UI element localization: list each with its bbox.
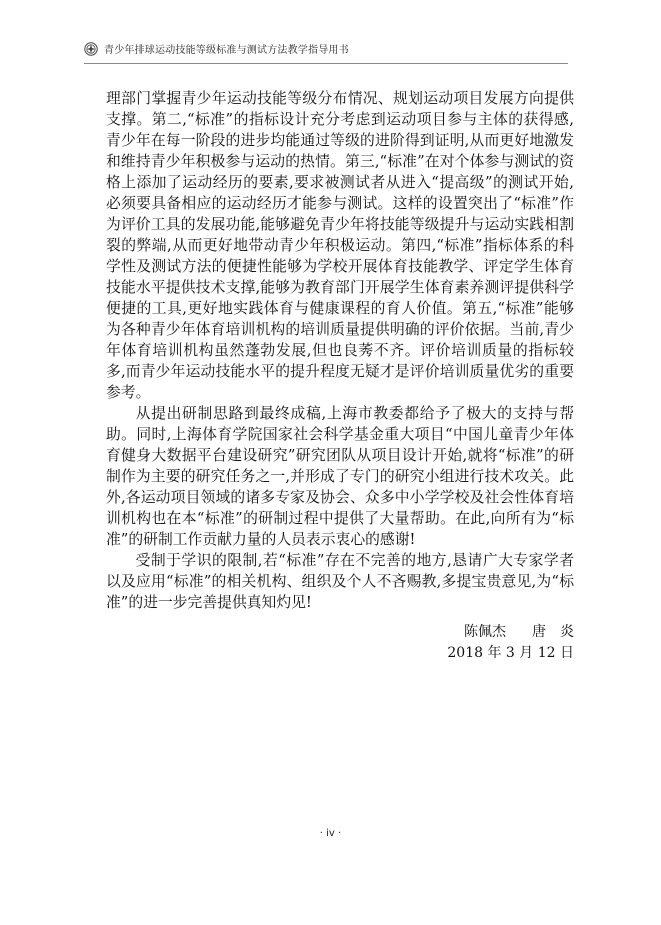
header-title: 青少年排球运动技能等级标准与测试方法教学指导用书 (104, 45, 349, 56)
emblem-icon (84, 42, 98, 56)
paragraph: 受制于学识的限制,若“标准”存在不完善的地方,恳请广大专家学者以及应用“标准”的相关机构、组织及个人不吝赐教,多提宝贵意见,为“标准”的进一步完善提供真知灼见! (106, 552, 574, 611)
signature-block (440, 622, 574, 664)
page-number: · iv · (319, 828, 342, 839)
author-name: 陈佩杰 (464, 624, 506, 640)
author-name: 唐 炎 (532, 624, 574, 640)
page-header (84, 38, 568, 64)
paragraph: 理部门掌握青少年运动技能等级分布情况、规划运动项目发展方向提供支撑。第二,“标准”的指标设计充分考虑到运动项目参与主体的获得感,青少年在每一阶段的进步均能通过等级的进阶得到证明,从而更好地激发和维持青少年积极参与运动的热情。第三,“标准”在对个体参与测试的资格上添加了运动经历的要素,要求被测试者从进入“提高级”的测试开始,必须要具备相应的运动经历才能参与测试。这样的设置突出了“标准”作为评价工具的发展功能,能够避免青少年将技能等级提升与运动实践相割裂的弊端,从而更好地带动青少年积极运动。第四,“标准”指标体系的科学性及测试方法的便捷性能够为学校开展体育技能教学、评定学生体育技能水平提供技术支撑,能够为教育部门开展学生体育素养测评提供科学便捷的工具,更好地实践体育与健康课程的育人价值。第五,“标准”能够为各种青少年体育培训机构的培训质量提供明确的评价依据。当前,青少年体育培训机构虽然蓬勃发展,但也良莠不齐。评价培训质量的指标较多,而青少年运动技能水平的提升程度无疑才是评价培训质量优劣的重要参考。 (106, 90, 574, 401)
signature-date: 2018 年 3 月 12 日 (447, 645, 574, 661)
authors (440, 622, 574, 643)
body-text (106, 88, 574, 613)
paragraph: 从提出研制思路到最终成稿,上海市教委都给予了极大的支持与帮助。同时,上海体育学院国家社会科学基金重大项目“中国儿童青少年体育健身大数据平台建设研究”研究团队从项目设计开始,就将“标准”的研制作为主要的研究任务之一,并形成了专门的研究小组进行技术攻关。此外,各运动项目领域的诸多专家及协会、众多中小学学校及社会性体育培训机构也在本“标准”的研制过程中提供了大量帮助。在此,向所有为“标准”的研制工作贡献力量的人员表示衷心的感谢! (106, 405, 574, 548)
